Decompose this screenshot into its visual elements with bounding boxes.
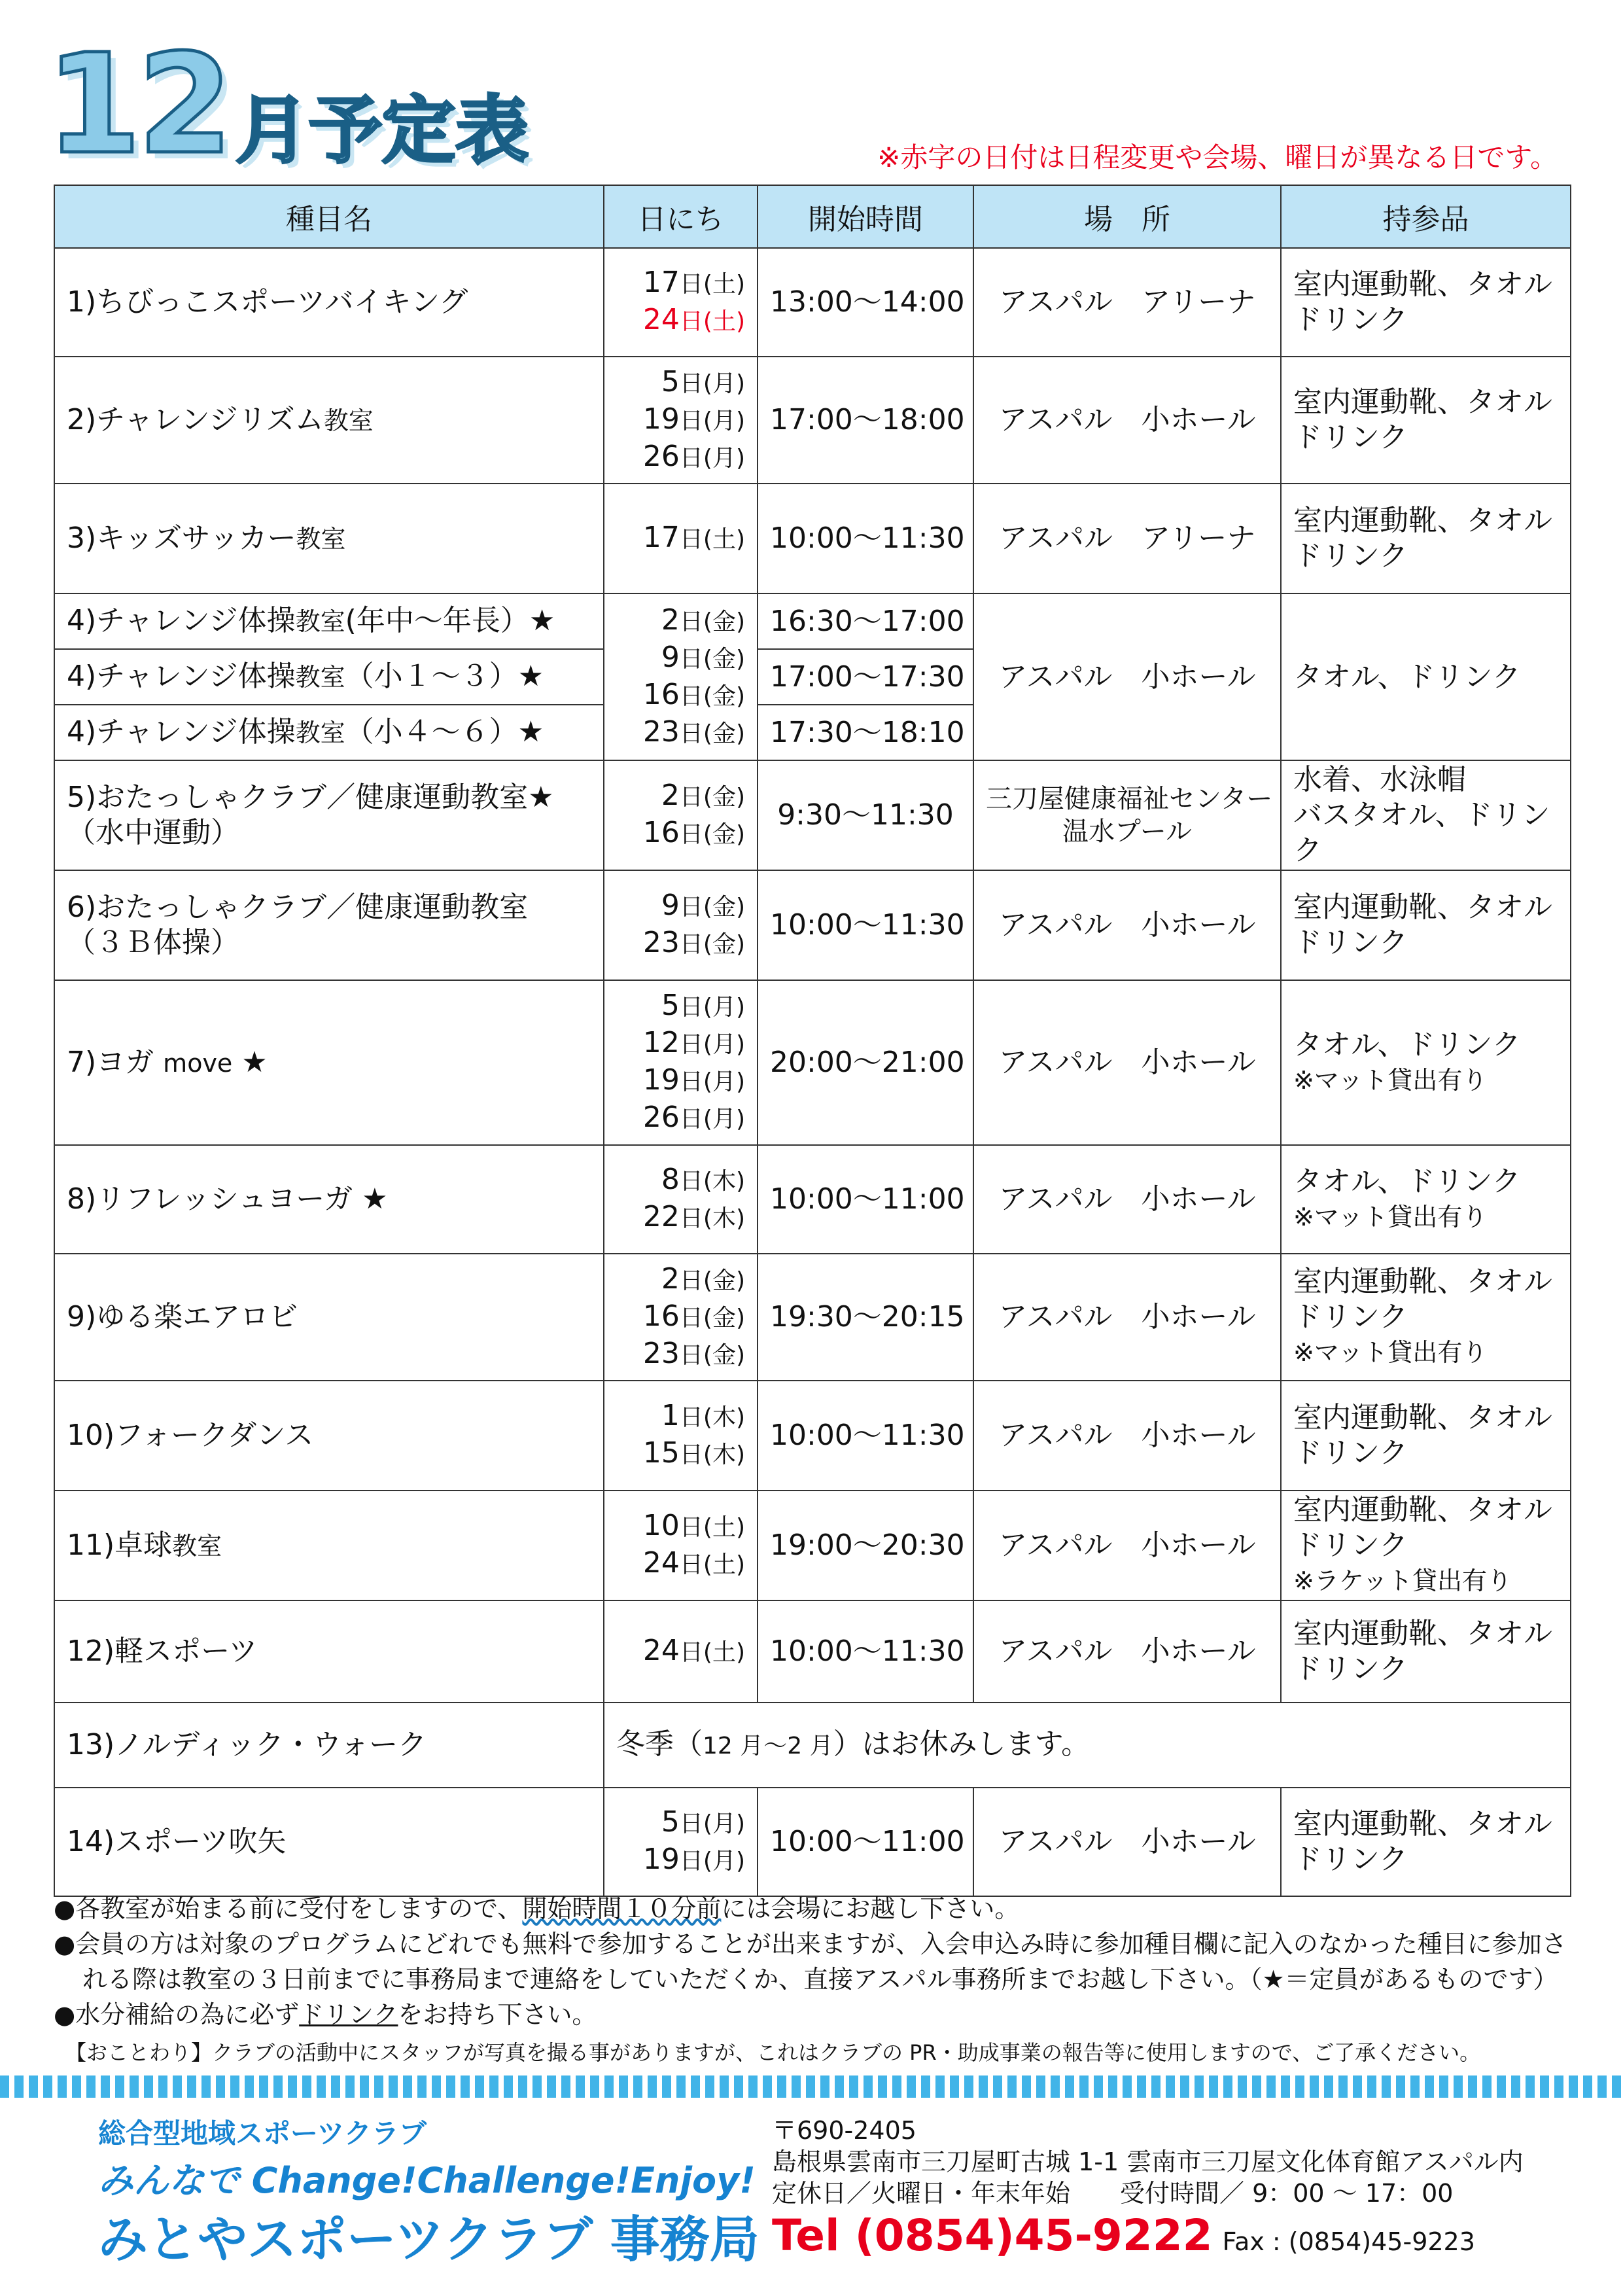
event-time: 20:00～21:00 — [758, 980, 973, 1145]
event-name: 1)ちびっこスポーツバイキング — [54, 248, 604, 357]
event-name: 9)ゆる楽エアロビ — [54, 1254, 604, 1381]
event-items: タオル、ドリンク ※マット貸出有り — [1281, 1145, 1571, 1254]
event-name: 6)おたっしゃクラブ／健康運動教室 （３Ｂ体操） — [54, 870, 604, 980]
event-time: 16:30～17:00 — [758, 593, 973, 649]
table-row — [54, 1703, 1571, 1788]
event-time: 19:30～20:15 — [758, 1254, 973, 1381]
closed-note: 冬季（12 月～2 月）はお休みします。 — [604, 1703, 1571, 1788]
event-name: 4)チャレンジ体操教室（小１～３）★ — [54, 649, 604, 705]
event-time: 17:00～17:30 — [758, 649, 973, 705]
table-row — [54, 870, 1571, 980]
title-text: 月予定表 — [236, 88, 529, 173]
note-item: ●各教室が始まる前に受付をしますので、開始時間１０分前には会場にお越し下さい。 — [54, 1894, 1020, 1923]
note-item-continued: れる際は教室の３日前までに事務局まで連絡をしていただくか、直接アスパル事務所までお越し下さい。（★＝定員があるものです） — [82, 1965, 1558, 1994]
event-name: 4)チャレンジ体操教室(年中～年長）★ — [54, 593, 604, 649]
event-name: 13)ノルディック・ウォーク — [54, 1703, 604, 1788]
event-place: アスパル 小ホール — [973, 870, 1281, 980]
red-date-note: ※赤字の日付は日程変更や会場、曜日が異なる日です。 — [877, 141, 1558, 173]
event-items: 室内運動靴、タオル ドリンク — [1281, 484, 1571, 593]
event-items: 室内運動靴、タオル ドリンク ※ラケット貸出有り — [1281, 1491, 1571, 1600]
event-dates: 2日(金) 9日(金) 16日(金) 23日(金) — [604, 593, 758, 760]
event-time: 10:00～11:30 — [758, 484, 973, 593]
event-items: タオル、ドリンク ※マット貸出有り — [1281, 980, 1571, 1145]
table-row — [54, 1491, 1571, 1600]
event-items: 室内運動靴、タオル ドリンク ※マット貸出有り — [1281, 1254, 1571, 1381]
event-time: 17:30～18:10 — [758, 705, 973, 760]
event-dates: 5日(月) 12日(月) 19日(月) 26日(月) — [604, 980, 758, 1145]
event-time: 10:00～11:30 — [758, 1600, 973, 1703]
table-row — [54, 1600, 1571, 1703]
event-dates: 1日(木) 15日(木) — [604, 1381, 758, 1491]
event-place: アスパル 小ホール — [973, 1788, 1281, 1896]
event-time: 10:00～11:00 — [758, 1788, 973, 1896]
club-type: 総合型地域スポーツクラブ — [98, 2117, 427, 2149]
table-row — [54, 484, 1571, 593]
note-item: ●水分補給の為に必ずドリンクをお持ち下さい。 — [54, 2000, 597, 2029]
event-name: 10)フォークダンス — [54, 1381, 604, 1491]
event-time: 17:00～18:00 — [758, 357, 973, 484]
event-dates: 17日(土) 24日(土) — [604, 248, 758, 357]
event-dates: 9日(金) 23日(金) — [604, 870, 758, 980]
event-name: 3)キッズサッカー教室 — [54, 484, 604, 593]
event-dates: 5日(月) 19日(月) — [604, 1788, 758, 1896]
column-header: 場 所 — [973, 185, 1281, 248]
contact-address — [772, 2115, 1524, 2209]
event-name: 14)スポーツ吹矢 — [54, 1788, 604, 1896]
event-items: 室内運動靴、タオル ドリンク — [1281, 870, 1571, 980]
club-slogan: みんなで Change!Challenge!Enjoy! — [98, 2160, 756, 2201]
notes-section — [54, 1891, 1570, 2032]
event-dates: 2日(金) 16日(金) — [604, 760, 758, 870]
event-place: アスパル 小ホール — [973, 1381, 1281, 1491]
column-header: 持参品 — [1281, 185, 1571, 248]
event-place: アスパル アリーナ — [973, 484, 1281, 593]
event-time: 19:00～20:30 — [758, 1491, 973, 1600]
table-row — [54, 357, 1571, 484]
table-row — [54, 248, 1571, 357]
table-row — [54, 1788, 1571, 1896]
postal-code: 〒690-2405 — [772, 2116, 916, 2145]
column-header: 開始時間 — [758, 185, 973, 248]
fax-number: Fax : (0854)45-9223 — [1222, 2227, 1475, 2256]
event-dates: 8日(木) 22日(木) — [604, 1145, 758, 1254]
event-time: 13:00～14:00 — [758, 248, 973, 357]
schedule-table — [54, 185, 1571, 1897]
address: 島根県雲南市三刀屋町古城 1-1 雲南市三刀屋文化体育館アスパル内 — [772, 2147, 1524, 2176]
event-name: 11)卓球教室 — [54, 1491, 604, 1600]
event-items: 室内運動靴、タオル ドリンク — [1281, 357, 1571, 484]
column-header: 日にち — [604, 185, 758, 248]
table-header-row — [54, 185, 1571, 248]
club-name: みとやスポーツクラブ 事務局 — [98, 2210, 759, 2269]
event-dates: 17日(土) — [604, 484, 758, 593]
tel-number[interactable]: Tel (0854)45-9222 — [772, 2210, 1213, 2261]
event-time: 10:00～11:00 — [758, 1145, 973, 1254]
event-name: 7)ヨガ move ★ — [54, 980, 604, 1145]
table-row — [54, 1381, 1571, 1491]
note-item: ●会員の方は対象のプログラムにどれでも無料で参加することが出来ますが、入会申込み時に参加種目欄に記入のなかった種目に参加さ — [54, 1930, 1567, 1958]
event-items: 室内運動靴、タオル ドリンク — [1281, 1381, 1571, 1491]
event-dates: 24日(土) — [604, 1600, 758, 1703]
event-place: アスパル 小ホール — [973, 593, 1281, 760]
event-time: 10:00～11:30 — [758, 870, 973, 980]
event-place: 三刀屋健康福祉センター 温水プール — [973, 760, 1281, 870]
event-name: 8)リフレッシュヨーガ ★ — [54, 1145, 604, 1254]
photo-disclaimer: 【おことわり】クラブの活動中にスタッフが写真を撮る事がありますが、これはクラブの PR・助成事業の報告等に使用しますので、ご了承ください。 — [65, 2040, 1481, 2065]
event-dates: 2日(金) 16日(金) 23日(金) — [604, 1254, 758, 1381]
event-items: タオル、ドリンク — [1281, 593, 1571, 760]
footer-divider — [0, 2075, 1623, 2098]
title-month-number: 12 — [46, 24, 230, 185]
event-place: アスパル 小ホール — [973, 1491, 1281, 1600]
event-items: 室内運動靴、タオル ドリンク — [1281, 1600, 1571, 1703]
table-row — [54, 1254, 1571, 1381]
event-items: 水着、水泳帽 バスタオル、ドリンク — [1281, 760, 1571, 870]
column-header: 種目名 — [54, 185, 604, 248]
event-time: 10:00～11:30 — [758, 1381, 973, 1491]
event-name: 12)軽スポーツ — [54, 1600, 604, 1703]
office-hours: 定休日／火曜日・年末年始 受付時間／ 9：00 ～ 17：00 — [772, 2179, 1454, 2208]
table-row — [54, 593, 1571, 649]
event-name: 5)おたっしゃクラブ／健康運動教室★ （水中運動） — [54, 760, 604, 870]
event-place: アスパル 小ホール — [973, 1145, 1281, 1254]
event-dates: 10日(土) 24日(土) — [604, 1491, 758, 1600]
event-name: 4)チャレンジ体操教室（小４～６）★ — [54, 705, 604, 760]
event-place: アスパル 小ホール — [973, 1600, 1281, 1703]
event-place: アスパル アリーナ — [973, 248, 1281, 357]
table-row — [54, 1145, 1571, 1254]
event-items: 室内運動靴、タオル ドリンク — [1281, 1788, 1571, 1896]
event-place: アスパル 小ホール — [973, 980, 1281, 1145]
event-place: アスパル 小ホール — [973, 1254, 1281, 1381]
table-row — [54, 760, 1571, 870]
event-dates: 5日(月) 19日(月) 26日(月) — [604, 357, 758, 484]
event-name: 2)チャレンジリズム教室 — [54, 357, 604, 484]
table-row — [54, 980, 1571, 1145]
event-time: 9:30～11:30 — [758, 760, 973, 870]
event-items: 室内運動靴、タオル ドリンク — [1281, 248, 1571, 357]
contact-phone — [772, 2210, 1475, 2261]
event-place: アスパル 小ホール — [973, 357, 1281, 484]
